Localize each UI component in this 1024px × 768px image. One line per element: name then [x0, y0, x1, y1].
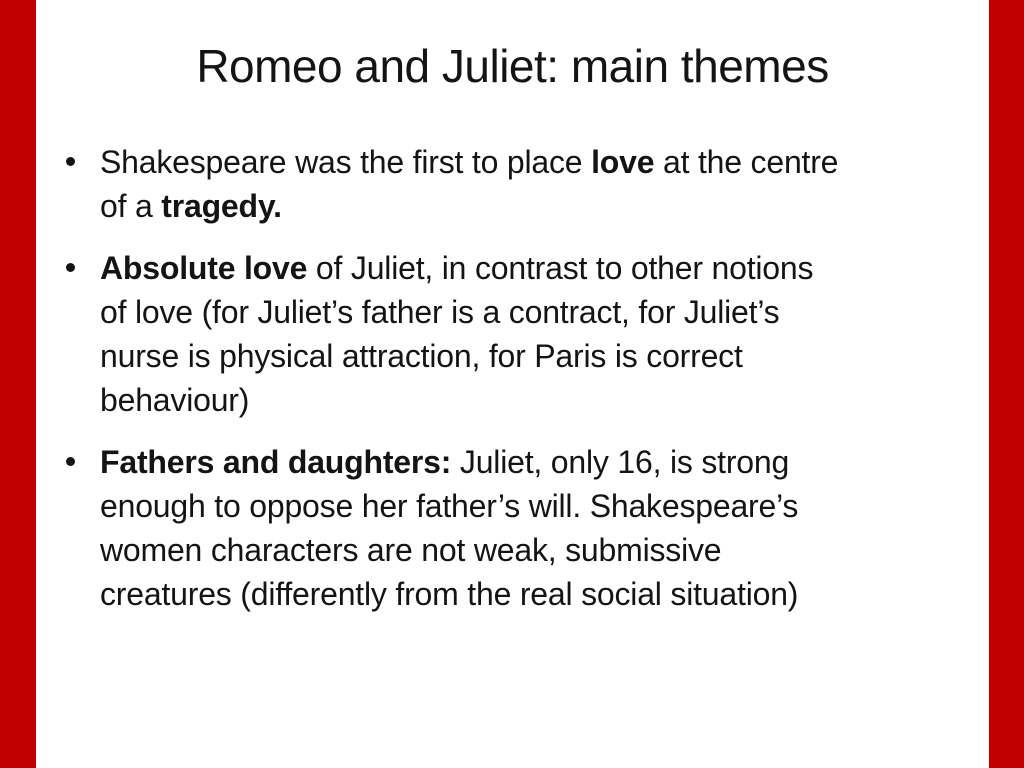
text-segment: creatures (differently from the real social situation) — [100, 576, 799, 612]
bullet-marker — [66, 263, 75, 272]
right-edge-bar — [989, 0, 1024, 768]
text-line — [100, 572, 798, 616]
text-segment: enough to oppose her father’s will. Shakespeare’s — [100, 488, 799, 524]
bullet-item — [66, 440, 989, 616]
text-segment: of love (for Juliet’s father is a contract, for Juliet’s — [100, 294, 780, 330]
bullet-text — [100, 246, 813, 422]
bullet-item — [66, 246, 989, 422]
text-line — [100, 440, 798, 484]
text-segment: women characters are not weak, submissive — [100, 532, 722, 568]
text-segment: behaviour) — [100, 382, 250, 418]
text-segment: of Juliet, in contrast to other notions — [307, 250, 814, 286]
text-line — [100, 184, 838, 228]
text-segment: of a — [100, 188, 162, 224]
text-segment: Shakespeare was the first to place — [100, 144, 592, 180]
text-line — [100, 140, 838, 184]
text-line — [100, 334, 813, 378]
slide-title: Romeo and Juliet: main themes — [196, 40, 829, 92]
slide-content — [36, 0, 989, 768]
text-segment: at the centre — [654, 144, 839, 180]
text-line — [100, 528, 798, 572]
text-line — [100, 484, 798, 528]
bullet-list — [36, 140, 989, 616]
text-segment: Fathers and daughters: — [100, 444, 452, 480]
text-line — [100, 290, 813, 334]
text-line — [100, 246, 813, 290]
bullet-text — [100, 140, 838, 228]
text-segment: love — [591, 144, 655, 180]
left-edge-bar — [0, 0, 36, 768]
bullet-text — [100, 440, 798, 616]
bullet-marker — [66, 157, 75, 166]
bullet-item — [66, 140, 989, 228]
text-segment: nurse is physical attraction, for Paris is correct — [100, 338, 743, 374]
text-line — [100, 378, 813, 422]
bullet-marker — [66, 457, 75, 466]
text-segment: Absolute love — [100, 250, 308, 286]
text-segment: Juliet, only 16, is strong — [451, 444, 790, 480]
text-segment: tragedy. — [161, 188, 282, 224]
